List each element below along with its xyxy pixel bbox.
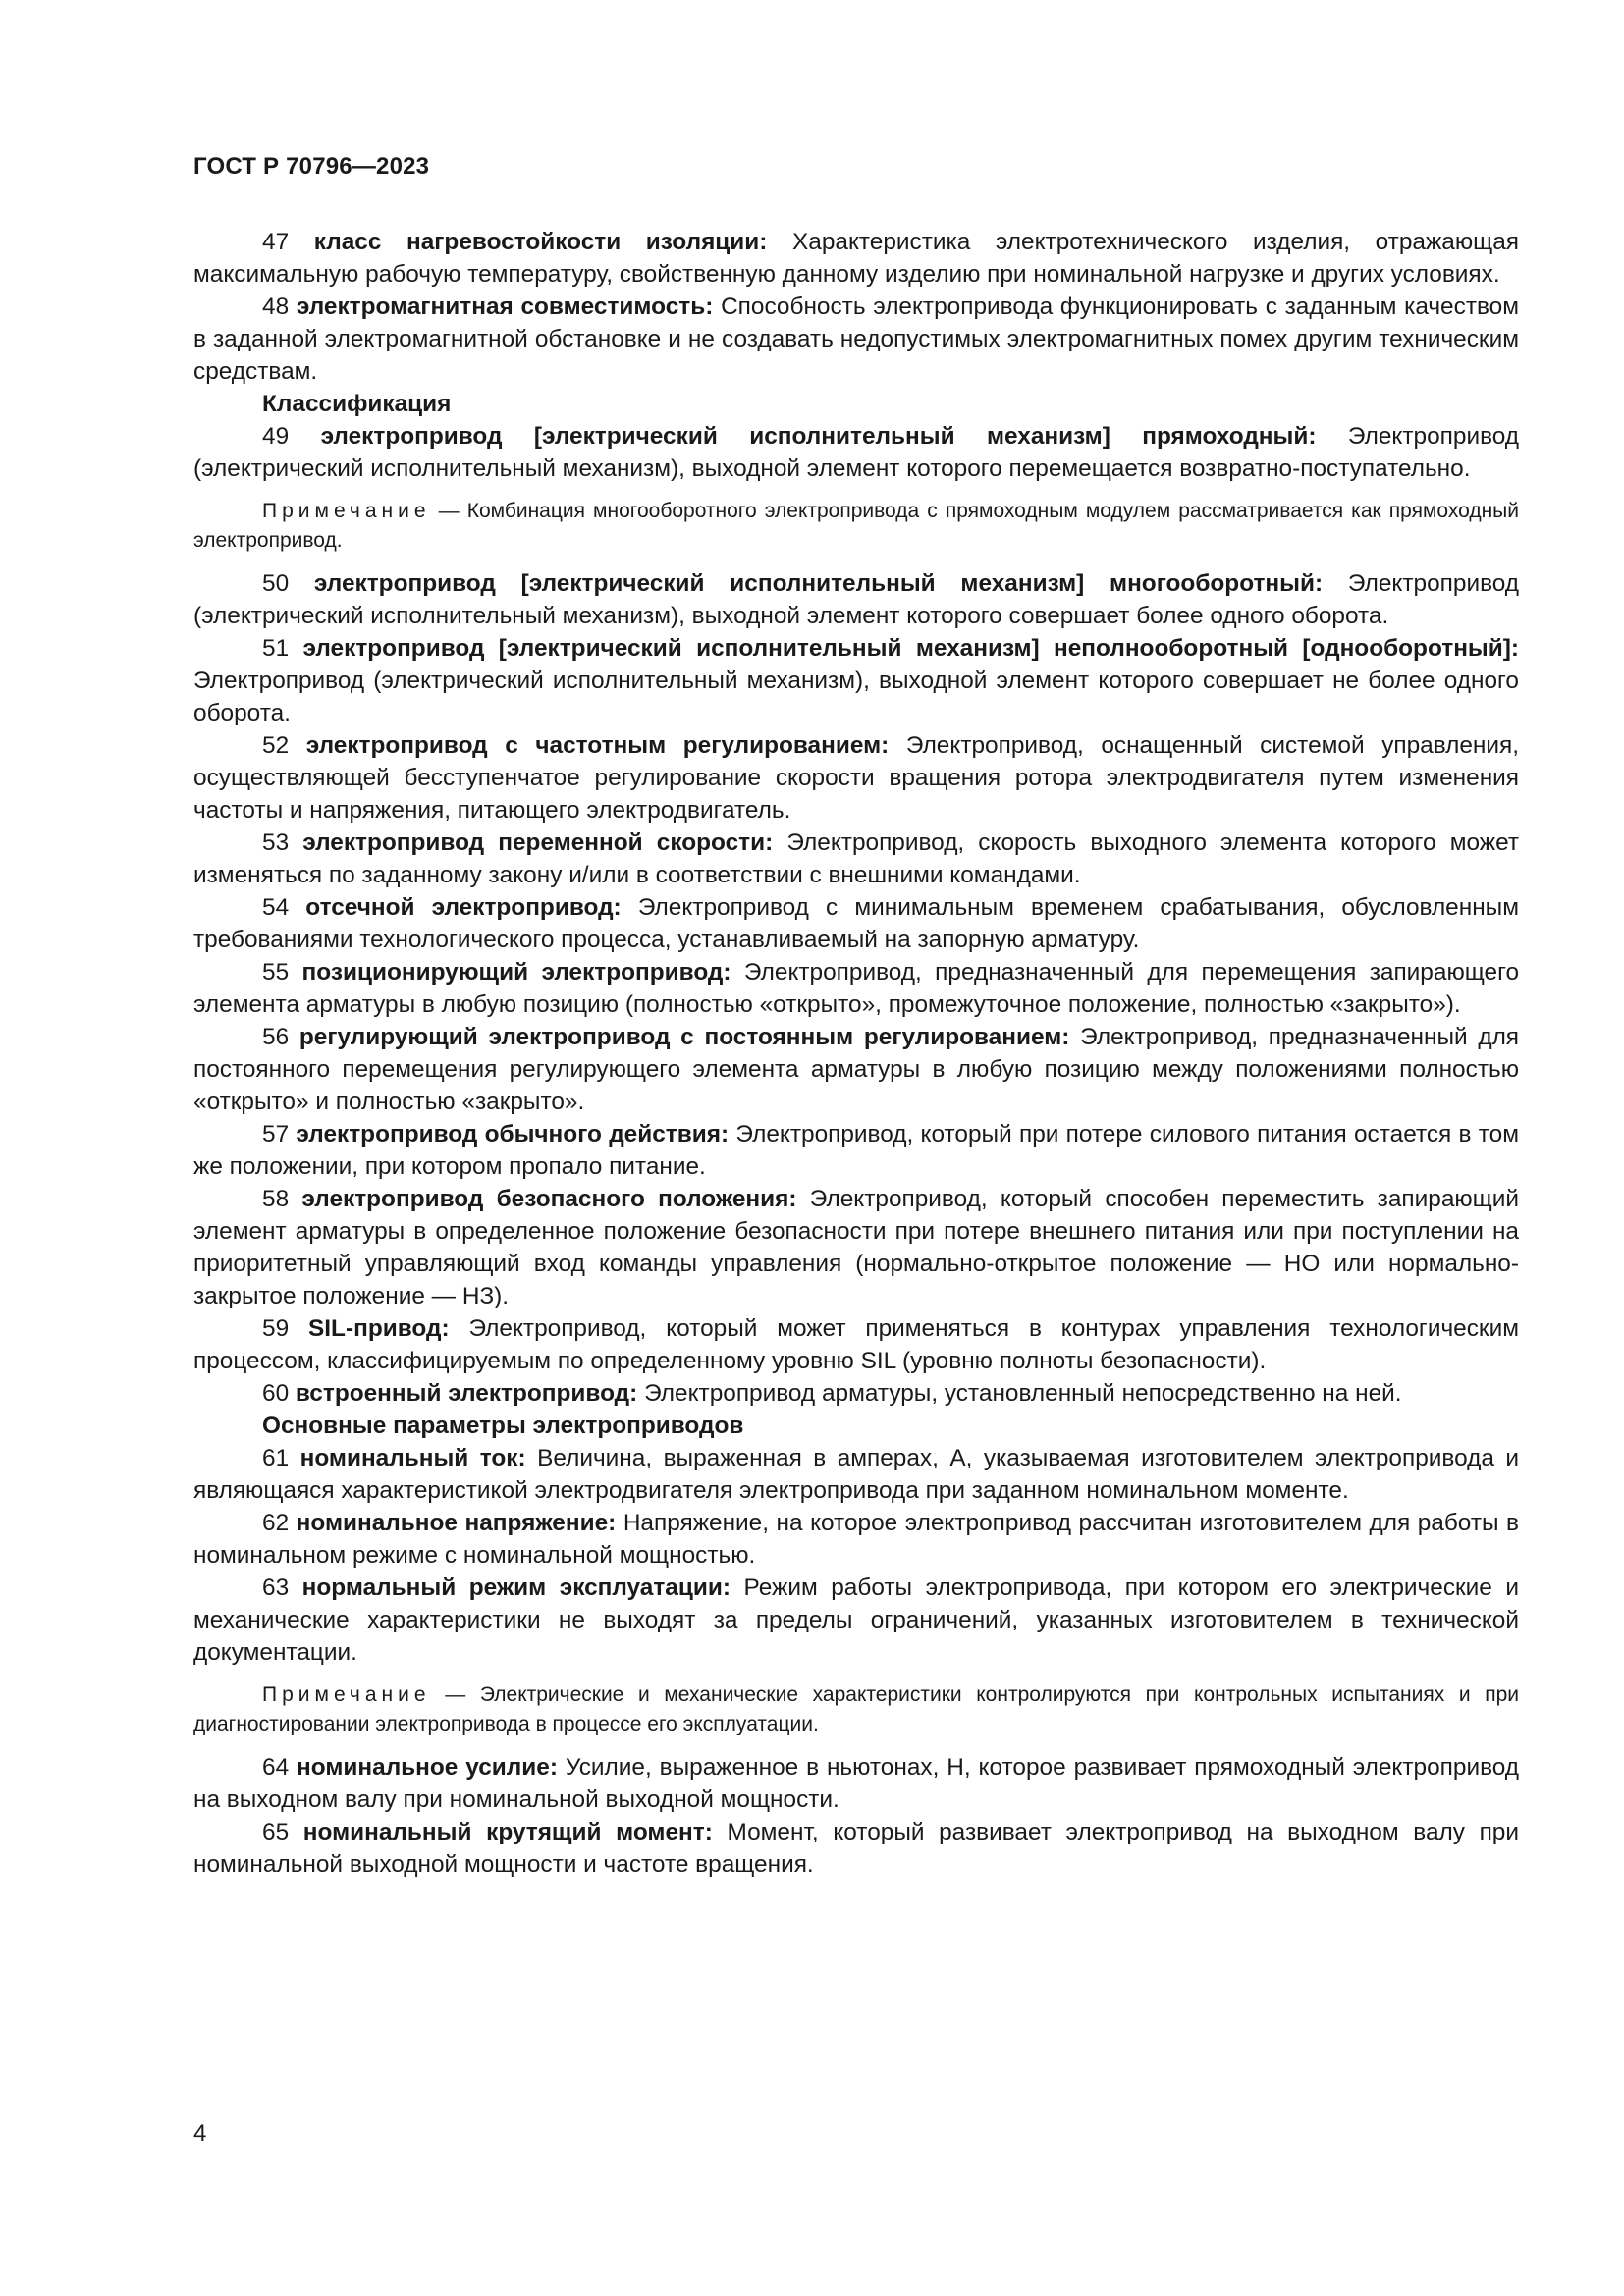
term-definition: Электропривод, который способен переместить запирающий элемент арматуры в определенное положение безопасности при потере внешнего питания или при поступлении на приоритетный управляющий вход команды управления (нормально-открытое положение — НО или нормально-закрытое положение — НЗ). xyxy=(193,1186,1519,1309)
section-heading: Основные параметры электроприводов xyxy=(262,1413,744,1439)
term-name: номинальный ток: xyxy=(299,1445,526,1471)
term-number: 58 xyxy=(262,1186,290,1212)
term-entry xyxy=(193,1021,1519,1118)
term-definition: Электропривод, скорость выходного элемента которого может изменяться по заданному закону и/или в соответствии с внешними командами. xyxy=(193,829,1519,888)
term-definition: Характеристика электротехнического изделия, отражающая максимальную рабочую температуру, свойственную данному изделию при номинальной нагрузке и других условиях. xyxy=(193,229,1519,288)
term-entry xyxy=(193,291,1519,388)
term-entry xyxy=(193,891,1519,956)
term-name: отсечной электропривод: xyxy=(305,894,622,921)
term-number: 51 xyxy=(262,635,290,662)
note-label: Примечание xyxy=(262,1683,431,1706)
term-number: 55 xyxy=(262,959,290,986)
term-number: 53 xyxy=(262,829,290,856)
term-entry xyxy=(193,1442,1519,1507)
term-name: SIL-привод: xyxy=(308,1315,450,1342)
note-text: — Электрические и механические характеристики контролируются при контрольных испытаниях и при диагностировании электропривода в процессе его эксплуатации. xyxy=(193,1683,1520,1735)
term-definition: Электропривод, который может применяться в контурах управления технологическим процессом, классифицируемым по определенному уровню SIL (уровню полноты безопасности). xyxy=(193,1315,1519,1374)
term-definition: Момент, который развивает электропривод на выходном валу при номинальной выходной мощности и частоте вращения. xyxy=(193,1819,1519,1878)
term-entry xyxy=(193,1377,1519,1410)
term-entry xyxy=(193,420,1519,485)
term-definition: Электропривод, оснащенный системой управления, осуществляющей бесступенчатое регулирование скорости вращения ротора электродвигателя путем изменения частоты и напряжения, питающего электродвигатель. xyxy=(193,732,1519,824)
term-entry xyxy=(193,1507,1519,1572)
term-number: 63 xyxy=(262,1575,290,1601)
term-number: 64 xyxy=(262,1754,290,1781)
term-entry xyxy=(193,729,1519,827)
note xyxy=(193,497,1519,556)
term-name: позиционирующий электропривод: xyxy=(301,959,731,986)
term-name: электропривод обычного действия: xyxy=(296,1121,730,1148)
term-number: 50 xyxy=(262,570,290,597)
term-name: электропривод [электрический исполнительный механизм] прямоходный: xyxy=(320,423,1317,450)
term-number: 56 xyxy=(262,1024,290,1050)
term-number: 49 xyxy=(262,423,290,450)
term-name: электропривод переменной скорости: xyxy=(302,829,774,856)
term-definition: Электропривод арматуры, установленный непосредственно на ней. xyxy=(644,1380,1402,1407)
term-number: 48 xyxy=(262,294,290,320)
term-number: 61 xyxy=(262,1445,290,1471)
note-text: — Комбинация многооборотного электропривода с прямоходным модулем рассматривается как прямоходный электропривод. xyxy=(193,500,1519,552)
term-number: 52 xyxy=(262,732,290,759)
term-entry xyxy=(193,827,1519,891)
term-name: встроенный электропривод: xyxy=(295,1380,638,1407)
document-body xyxy=(193,226,1519,1881)
term-name: электропривод [электрический исполнительный механизм] многооборотный: xyxy=(313,570,1324,597)
term-definition: Электропривод (электрический исполнительный механизм), выходной элемент которого совершает более одного оборота. xyxy=(193,570,1520,629)
term-definition: Электропривод с минимальным временем срабатывания, обусловленным требованиями технологического процесса, устанавливаемый на запорную арматуру. xyxy=(193,894,1519,953)
term-name: регулирующий электропривод с постоянным регулированием: xyxy=(298,1024,1070,1050)
note xyxy=(193,1681,1519,1739)
term-definition: Электропривод, который при потере силового питания остается в том же положении, при котором пропало питание. xyxy=(193,1121,1519,1180)
term-definition: Электропривод (электрический исполнительный механизм), выходной элемент которого перемещается возвратно-поступательно. xyxy=(193,423,1520,482)
term-entry xyxy=(193,226,1519,291)
term-definition: Электропривод (электрический исполнительный механизм), выходной элемент которого совершает не более одного оборота. xyxy=(193,667,1519,726)
term-name: номинальное напряжение: xyxy=(296,1510,617,1536)
term-definition: Напряжение, на которое электропривод рассчитан изготовителем для работы в номинальном режиме с номинальной мощностью. xyxy=(193,1510,1519,1569)
term-number: 62 xyxy=(262,1510,290,1536)
term-entry xyxy=(193,632,1519,729)
term-entry xyxy=(193,567,1519,632)
term-entry xyxy=(193,1572,1519,1669)
term-name: электропривод с частотным регулированием: xyxy=(305,732,890,759)
term-name: электромагнитная совместимость: xyxy=(296,294,714,320)
term-name: нормальный режим эксплуатации: xyxy=(301,1575,731,1601)
document-header: ГОСТ Р 70796—2023 xyxy=(193,153,430,180)
term-name: номинальный крутящий момент: xyxy=(302,1819,713,1845)
term-number: 47 xyxy=(262,229,290,255)
term-entry xyxy=(193,1816,1519,1881)
term-entry xyxy=(193,1312,1519,1377)
term-number: 59 xyxy=(262,1315,290,1342)
term-number: 57 xyxy=(262,1121,290,1148)
term-definition: Величина, выраженная в амперах, А, указываемая изготовителем электропривода и являющаяся характеристикой электродвигателя электропривода при заданном номинальном моменте. xyxy=(193,1445,1519,1504)
term-definition: Режим работы электропривода, при котором его электрические и механические характеристики не выходят за пределы ограничений, указанных изготовителем в технической документации. xyxy=(193,1575,1520,1666)
term-name: номинальное усилие: xyxy=(297,1754,558,1781)
note-label: Примечание xyxy=(262,500,431,522)
term-number: 65 xyxy=(262,1819,290,1845)
term-name: класс нагревостойкости изоляции: xyxy=(313,229,768,255)
term-name: электропривод [электрический исполнительный механизм] неполнооборотный [однооборотный]: xyxy=(302,635,1519,662)
term-entry xyxy=(193,1118,1519,1183)
term-number: 54 xyxy=(262,894,290,921)
term-number: 60 xyxy=(262,1380,290,1407)
term-definition: Способность электропривода функционировать с заданным качеством в заданной электромагнитной обстановке и не создавать недопустимых электромагнитных помех другим техническим средствам. xyxy=(193,294,1520,385)
term-entry xyxy=(193,956,1519,1021)
term-name: электропривод безопасного положения: xyxy=(301,1186,797,1212)
term-definition: Усилие, выраженное в ньютонах, Н, которое развивает прямоходный электропривод на выходном валу при номинальной выходной мощности. xyxy=(193,1754,1520,1813)
section-heading: Классификация xyxy=(262,391,452,417)
term-definition: Электропривод, предназначенный для постоянного перемещения регулирующего элемента арматуры в любую позицию между положениями полностью «открыто» и полностью «закрыто». xyxy=(193,1024,1520,1115)
term-entry xyxy=(193,1751,1519,1816)
page-number: 4 xyxy=(193,2120,207,2147)
term-definition: Электропривод, предназначенный для перемещения запирающего элемента арматуры в любую позицию (полностью «открыто», промежуточное положение, полностью «закрыто»). xyxy=(193,959,1520,1018)
term-entry xyxy=(193,1183,1519,1312)
